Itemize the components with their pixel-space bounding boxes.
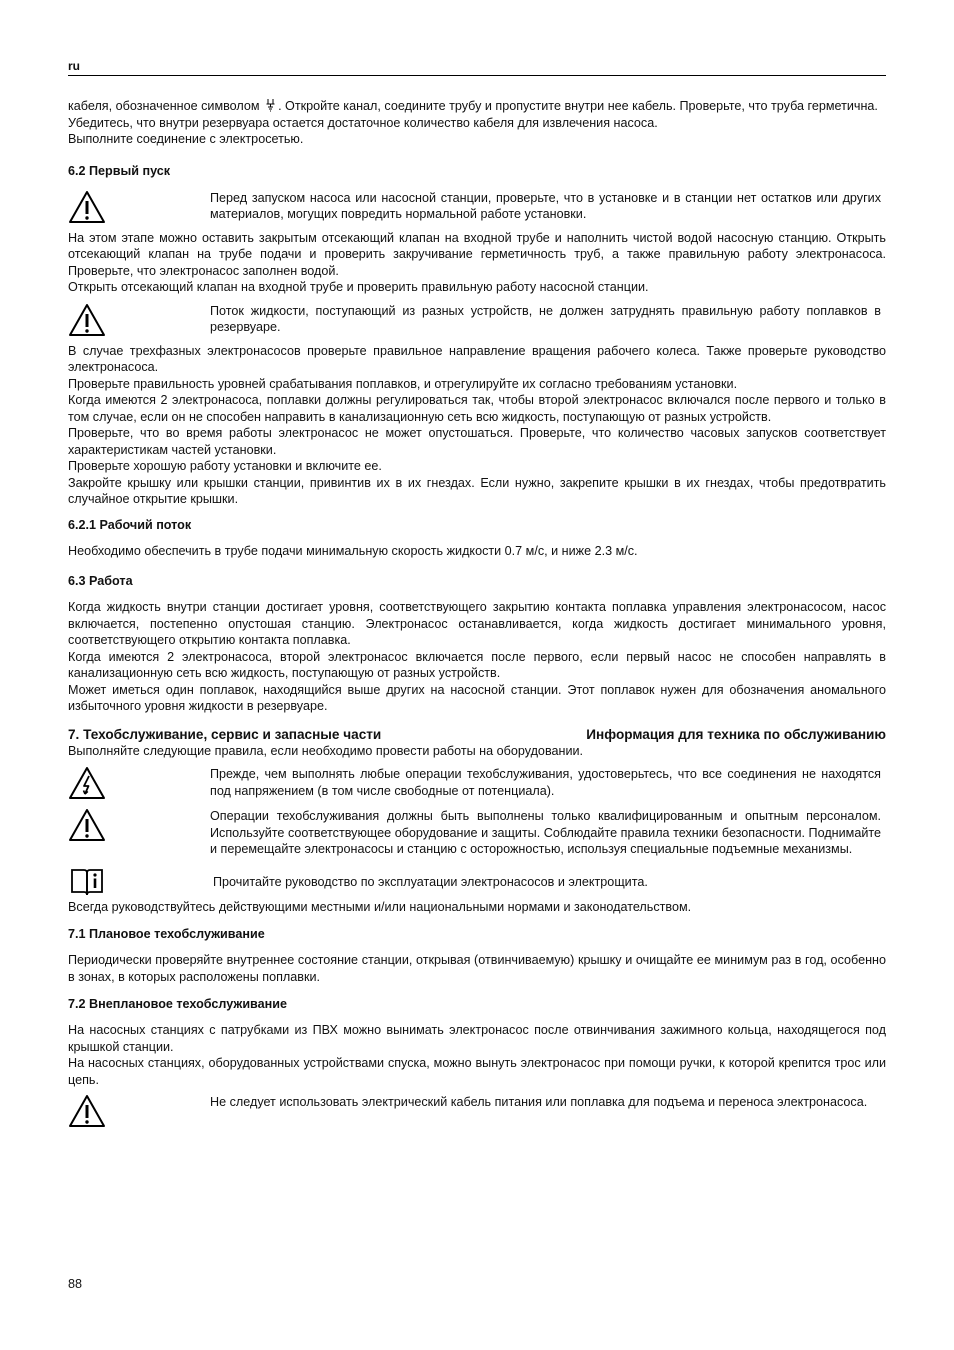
section-6-2-title: 6.2 Первый пуск [68, 163, 171, 178]
section-7-title-left: 7. Техобслуживание, сервис и запасные части [68, 726, 382, 742]
warning-text-2: Поток жидкости, поступающий из разных устройств, не должен затруднять правильную работу поплавков в резервуаре. [210, 303, 881, 334]
section-6-3-paragraph-2: Когда имеются 2 электронасоса, второй электронасос включается после первого, если первый насос не способен направлять в канализационную сеть всю жидкость, поступающую от разных устройств. [68, 649, 886, 680]
warning-icon [68, 303, 106, 337]
warning-text-3: Не следует использовать электрический кабель питания или поплавка для подъема и переноса электронасоса. [210, 1095, 868, 1109]
section-7-paragraph-1: Выполняйте следующие правила, если необходимо провести работы на оборудовании. [68, 743, 584, 758]
manual-info-text: Прочитайте руководство по эксплуатации электронасосов и электрощита. [213, 874, 648, 889]
warning-text-1: Перед запуском насоса или насосной станции, проверьте, что в установке и в станции нет остатков или других материалов, могущих повредить нормальной работе установки. [210, 190, 881, 221]
section-6-3-title: 6.3 Работа [68, 574, 133, 588]
warning-block-2 [68, 303, 886, 337]
electrical-warning-text: Прежде, чем выполнять любые операции техобслуживания, удостоверьтесь, что все соединения не находятся под напряжением (в том числе свободные от потенциала). [210, 767, 881, 798]
section-6-2-paragraph-5: Когда имеются 2 электронасоса, поплавки должны регулироваться так, чтобы второй электронасос включался после первого и только в том случае, если он не способен направить в канализационную сеть всю жидкость, поступающую от разных устройств. [68, 393, 886, 424]
manual-book-icon [68, 867, 106, 897]
section-6-2-1-paragraph-1: Необходимо обеспечить в трубе подачи минимальную скорость жидкости 0.7 м/с, и ниже 2.3 м/с. [68, 543, 638, 558]
intro-text-after: . Откройте канал, соедините трубу и пропустите внутри нее кабель. Проверьте, что труба герметична. [278, 99, 878, 113]
intro-paragraph-1 [68, 98, 886, 115]
intro-paragraph-3: Выполните соединение с электросетью. [68, 132, 304, 146]
section-6-2-paragraph-1: На этом этапе можно оставить закрытым отсекающий клапан на входной трубе и наполнить чистой водой насосную станцию. Открыть отсекающий клапан на трубе подачи и проверить закручивание герметичность труб, а также правильную работу электронасоса. Проверьте, что электронасос заполнен водой. [68, 230, 886, 278]
section-7-2-paragraph-1: На насосных станциях с патрубками из ПВХ можно вынимать электронасос после отвинчивания зажимного кольца, находящегося под крышкой станции. [68, 1023, 886, 1054]
section-6-2-paragraph-4: Проверьте правильность уровней срабатывания поплавков, и отрегулируйте их согласно требованиям установки. [68, 376, 738, 391]
warning-icon [68, 808, 106, 842]
page-number: 88 [68, 1277, 83, 1291]
intro-text-before: кабеля, обозначенное символом [68, 99, 260, 113]
electrical-warning-block [68, 766, 886, 800]
electrical-hazard-icon [68, 766, 106, 800]
section-7-1-title: 7.1 Плановое техобслуживание [68, 927, 265, 941]
warning-icon [68, 190, 106, 224]
section-6-2-paragraph-2: Открыть отсекающий клапан на входной трубе и проверить правильную работу насосной станции. [68, 280, 649, 294]
intro-paragraph-2: Убедитесь, что внутри резервуара остается достаточное количество кабеля для извлечения насоса. [68, 115, 658, 130]
page-content [68, 58, 886, 1128]
section-6-2-paragraph-3: В случае трехфазных электронасосов проверьте правильное направление вращения рабочего колеса. Также проверьте руководство электронасоса. [68, 343, 886, 374]
manual-info-block [68, 867, 886, 897]
warning-block-1 [68, 190, 886, 224]
cable-symbol-icon [265, 98, 276, 112]
section-6-2-paragraph-6: Проверьте, что во время работы электронасос не может опустошаться. Проверьте, что количество часовых запусков соответствует характеристикам частей установки. [68, 426, 886, 457]
section-6-3-paragraph-1: Когда жидкость внутри станции достигает уровня, соответствующего закрытию контакта поплавка управления электронасосом, насос включается, постепенно опустошая станцию. Электронасос останавливается, когда жидкость достигает минимального уровня, соответствующего открытию контакта поплавка. [68, 600, 886, 647]
section-7-title-right: Информация для техника по обслуживанию [586, 726, 886, 742]
section-6-2-paragraph-8: Закройте крышку или крышки станции, привинтив их в их гнездах. Если нужно, закрепите крышки в их гнездах, чтобы предотвратить случайное открытие крышки. [68, 475, 886, 506]
section-7-title [68, 726, 886, 743]
section-7-paragraph-2: Всегда руководствуйтесь действующими местными и/или национальными нормами и законодательством. [68, 899, 692, 914]
section-7-2-title: 7.2 Внеплановое техобслуживание [68, 997, 287, 1011]
section-6-2-paragraph-7: Проверьте хорошую работу установки и включите ее. [68, 459, 382, 473]
general-warning-block [68, 808, 886, 858]
language-header: ru [68, 58, 886, 76]
section-7-2-paragraph-2: На насосных станциях, оборудованных устройствами спуска, можно вынуть электронасос при помощи ручки, к которой крепится трос или цепь. [68, 1056, 886, 1087]
section-6-2-1-title: 6.2.1 Рабочий поток [68, 517, 192, 532]
general-warning-text: Операции техобслуживания должны быть выполнены только квалифицированным и опытным персоналом. Используйте соответствующее оборудование и защиты. Соблюдайте правила техники безопасности. Поднимайте и перемещайте электронасосы и станцию с осторожностью, используя специальные подъемные механизмы. [210, 809, 881, 856]
section-6-3-paragraph-3: Может иметься один поплавок, находящийся выше других на насосной станции. Этот поплавок нужен для обозначения аномального избыточного уровня жидкости в резервуаре. [68, 682, 886, 713]
warning-block-3 [68, 1094, 886, 1128]
warning-icon [68, 1094, 106, 1128]
section-7-1-paragraph-1: Периодически проверяйте внутреннее состояние станции, открывая (отвинчиваемую) крышку и очищайте ее минимум раз в год, особенно в зонах, в которых расположены поплавки. [68, 953, 886, 984]
